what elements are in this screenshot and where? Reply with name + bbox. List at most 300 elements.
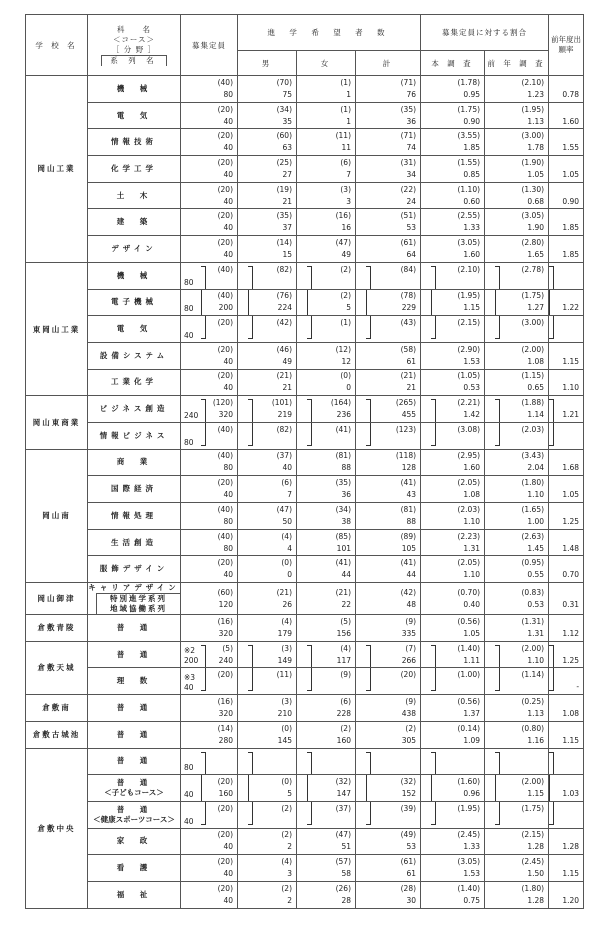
ratio-prev-group-total bbox=[485, 329, 544, 341]
total-paren: (2) bbox=[405, 723, 417, 733]
prev-spacer bbox=[549, 424, 579, 436]
female-value: 101 bbox=[336, 543, 351, 553]
ratio-this-paren: (2.90) bbox=[457, 344, 481, 354]
female-cell bbox=[297, 156, 356, 183]
ratio-this-paren: (2.23) bbox=[457, 531, 481, 541]
sub-capacity bbox=[184, 790, 194, 800]
ratio-prev-paren: (2.00) bbox=[521, 643, 545, 653]
table-row bbox=[26, 262, 584, 289]
capacity-paren: (20) bbox=[217, 777, 233, 787]
ratio-this-cell bbox=[421, 855, 485, 882]
female-group-total bbox=[297, 815, 351, 827]
female-value: 44 bbox=[341, 570, 351, 580]
female-value: 3 bbox=[346, 196, 351, 206]
total-group-total: 152 bbox=[401, 789, 417, 799]
course-label: 理 数 bbox=[116, 676, 152, 686]
ratio-this-group-total bbox=[421, 761, 480, 773]
course-label: 機 械 bbox=[116, 83, 152, 93]
course-name bbox=[88, 503, 181, 530]
male-cell bbox=[238, 801, 297, 828]
prev-spacer bbox=[549, 616, 579, 628]
prev-year-rate bbox=[549, 828, 584, 855]
ratio-this-cell bbox=[421, 668, 485, 695]
prev-year-rate bbox=[549, 449, 584, 476]
female-value: 0 bbox=[346, 383, 351, 393]
prev-spacer bbox=[549, 104, 579, 116]
capacity-value: 80 bbox=[223, 516, 233, 526]
male-paren: (14) bbox=[276, 237, 292, 247]
course-label: キャリアデザイン bbox=[88, 583, 180, 593]
header-course-line: 科 名 bbox=[117, 24, 151, 34]
ratio-this-value: 1.60 bbox=[463, 249, 481, 259]
capacity-paren: (40) bbox=[217, 531, 233, 541]
prev-year-rate bbox=[549, 369, 584, 396]
prev-year-rate-value: 1.21 bbox=[562, 410, 580, 420]
course-label: 普 通 bbox=[116, 804, 152, 814]
course-name bbox=[88, 529, 181, 556]
male-paren: (34) bbox=[276, 104, 292, 114]
ratio-this-cell bbox=[421, 156, 485, 183]
ratio-prev-paren: (3.05) bbox=[521, 211, 545, 221]
prev-year-rate-value: 1.15 bbox=[562, 356, 580, 366]
male-paren: (82) bbox=[276, 424, 292, 434]
course-label: 機 械 bbox=[116, 270, 152, 280]
course-name bbox=[88, 748, 181, 775]
male-cell bbox=[238, 503, 297, 530]
course-name bbox=[88, 775, 181, 802]
male-value: 35 bbox=[282, 116, 292, 126]
total-value: 48 bbox=[406, 599, 417, 609]
prev-year-rate bbox=[549, 156, 584, 183]
male-group-total bbox=[238, 436, 292, 448]
sub-capacity bbox=[184, 673, 195, 693]
prev-year-rate-value: 0.70 bbox=[562, 570, 580, 580]
course-name bbox=[88, 668, 181, 695]
ratio-prev-cell bbox=[485, 102, 549, 129]
ratio-prev-group-total bbox=[485, 761, 544, 773]
course-name bbox=[88, 182, 181, 209]
female-value: 51 bbox=[341, 842, 351, 852]
ratio-this-value: 1.33 bbox=[463, 223, 481, 233]
male-cell bbox=[238, 721, 297, 748]
header-ratio: 募集定員に対する割合 bbox=[421, 15, 549, 51]
ratio-prev-value: 1.23 bbox=[527, 89, 545, 99]
ratio-prev-paren: (2.45) bbox=[521, 857, 545, 867]
course-name bbox=[88, 855, 181, 882]
capacity-cell bbox=[181, 529, 238, 556]
male-paren: (37) bbox=[276, 451, 292, 461]
male-paren: (70) bbox=[276, 77, 292, 87]
series-box bbox=[96, 593, 180, 614]
male-cell bbox=[238, 129, 297, 156]
header-female: 女 bbox=[297, 51, 356, 76]
series-name: 特別進学系列 bbox=[110, 594, 167, 604]
prev-spacer bbox=[549, 130, 579, 142]
capacity-cell bbox=[181, 76, 238, 103]
table-row bbox=[26, 316, 584, 343]
ratio-prev-value: 0.55 bbox=[527, 570, 545, 580]
table-row bbox=[26, 855, 584, 882]
ratio-prev-value: 2.04 bbox=[527, 463, 545, 473]
ratio-prev-cell bbox=[485, 855, 549, 882]
total-value: 64 bbox=[406, 249, 417, 259]
ratio-this-group-total: 1.11 bbox=[463, 655, 481, 665]
ratio-prev-value: 0.53 bbox=[527, 599, 545, 609]
female-cell bbox=[297, 209, 356, 236]
ratio-this-paren: (2.03) bbox=[457, 504, 481, 514]
ratio-this-paren: (1.40) bbox=[457, 883, 481, 893]
prev-year-rate bbox=[549, 775, 584, 802]
prev-spacer bbox=[549, 450, 579, 462]
prev-year-rate bbox=[549, 182, 584, 209]
course-name bbox=[88, 556, 181, 583]
female-cell bbox=[297, 855, 356, 882]
total-cell bbox=[356, 76, 421, 103]
male-value: 2 bbox=[287, 895, 292, 905]
prev-year-rate-value: 1.03 bbox=[562, 789, 580, 799]
capacity-paren bbox=[181, 749, 233, 761]
total-paren: (32) bbox=[400, 777, 417, 787]
ratio-prev-paren: (3.00) bbox=[521, 131, 545, 141]
total-cell bbox=[356, 289, 421, 316]
total-paren: (9) bbox=[405, 616, 417, 626]
prev-year-rate bbox=[549, 396, 584, 423]
ratio-this-value: 1.31 bbox=[463, 543, 481, 553]
table-row bbox=[26, 182, 584, 209]
female-paren: (21) bbox=[335, 587, 351, 597]
header-series-name: 系 列 名 bbox=[101, 55, 166, 66]
total-paren: (118) bbox=[395, 451, 417, 461]
course-label: 建 築 bbox=[116, 217, 152, 227]
total-cell bbox=[356, 556, 421, 583]
female-cell bbox=[297, 615, 356, 642]
female-paren: (16) bbox=[335, 211, 351, 221]
female-cell bbox=[297, 503, 356, 530]
ratio-this-cell bbox=[421, 209, 485, 236]
capacity-cell bbox=[181, 668, 238, 695]
sub-capacity-value: 40 bbox=[184, 789, 194, 799]
capacity-cell bbox=[181, 583, 238, 615]
prev-year-rate bbox=[549, 556, 584, 583]
male-cell bbox=[238, 342, 297, 369]
prev-year-rate-value: 1.15 bbox=[562, 869, 580, 879]
male-cell bbox=[238, 775, 297, 802]
female-paren: (41) bbox=[335, 424, 351, 434]
capacity-cell bbox=[181, 476, 238, 503]
capacity-value: 40 bbox=[223, 895, 233, 905]
capacity-value: 80 bbox=[223, 463, 233, 473]
ratio-prev-cell bbox=[485, 556, 549, 583]
table-row bbox=[26, 881, 584, 908]
course-label: 土 木 bbox=[116, 190, 152, 200]
course-name bbox=[88, 289, 181, 316]
capacity-cell bbox=[181, 342, 238, 369]
total-cell bbox=[356, 342, 421, 369]
ratio-prev-cell bbox=[485, 668, 549, 695]
course-label: 生活創造 bbox=[111, 537, 157, 547]
female-value: 88 bbox=[341, 463, 351, 473]
sub-capacity-value: 80 bbox=[184, 437, 194, 447]
table-row bbox=[26, 102, 584, 129]
ratio-this-cell bbox=[421, 236, 485, 263]
table-row bbox=[26, 556, 584, 583]
total-value: 24 bbox=[406, 196, 417, 206]
prev-year-rate bbox=[549, 721, 584, 748]
prev-spacer bbox=[549, 290, 579, 302]
female-cell bbox=[297, 476, 356, 503]
prev-year-rate-value: 1.22 bbox=[562, 303, 580, 313]
ratio-prev-group-total: 1.27 bbox=[527, 303, 545, 313]
prev-spacer bbox=[549, 397, 579, 409]
total-paren: (7) bbox=[405, 643, 417, 653]
male-cell bbox=[238, 76, 297, 103]
total-paren: (51) bbox=[400, 211, 417, 221]
course-label: 国際経済 bbox=[111, 484, 157, 494]
capacity-cell bbox=[181, 881, 238, 908]
capacity-group-total: 320 bbox=[218, 410, 233, 420]
male-value: 40 bbox=[282, 463, 292, 473]
female-cell bbox=[297, 129, 356, 156]
female-paren: (164) bbox=[330, 398, 351, 408]
capacity-paren: (40) bbox=[217, 424, 233, 434]
capacity-cell bbox=[181, 369, 238, 396]
ratio-this-cell bbox=[421, 801, 485, 828]
ratio-this-paren: (1.75) bbox=[457, 104, 481, 114]
capacity-group-total: 240 bbox=[218, 655, 233, 665]
table-row bbox=[26, 748, 584, 775]
prev-year-rate-value: 1.48 bbox=[562, 543, 580, 553]
female-paren: (12) bbox=[335, 344, 351, 354]
prev-spacer bbox=[549, 643, 579, 655]
female-paren: (0) bbox=[340, 371, 351, 381]
female-cell bbox=[297, 102, 356, 129]
male-cell bbox=[238, 615, 297, 642]
sub-capacity bbox=[184, 646, 198, 666]
prev-spacer bbox=[549, 587, 579, 599]
male-cell bbox=[238, 262, 297, 289]
male-cell bbox=[238, 695, 297, 722]
female-paren: (5) bbox=[340, 616, 351, 626]
prev-year-rate-value bbox=[549, 436, 579, 448]
prev-year-rate bbox=[549, 801, 584, 828]
male-cell bbox=[238, 156, 297, 183]
total-group-total bbox=[356, 329, 416, 341]
male-paren: (4) bbox=[281, 531, 292, 541]
male-value: 37 bbox=[282, 223, 292, 233]
total-cell bbox=[356, 881, 421, 908]
male-value: 3 bbox=[287, 869, 292, 879]
male-paren: (42) bbox=[276, 318, 292, 328]
ratio-this-paren: (0.56) bbox=[457, 696, 481, 706]
total-value: 53 bbox=[406, 842, 417, 852]
capacity-paren: (20) bbox=[217, 883, 233, 893]
ratio-this-value: 0.53 bbox=[463, 383, 481, 393]
prev-year-rate-value: 0.90 bbox=[562, 196, 580, 206]
female-cell bbox=[297, 668, 356, 695]
ratio-prev-paren: (2.00) bbox=[521, 344, 545, 354]
capacity-cell bbox=[181, 182, 238, 209]
ratio-this-paren: (2.45) bbox=[457, 830, 481, 840]
prev-year-rate bbox=[549, 236, 584, 263]
table-row bbox=[26, 503, 584, 530]
total-value: 30 bbox=[406, 895, 417, 905]
total-paren: (41) bbox=[400, 558, 417, 568]
sub-capacity bbox=[184, 304, 194, 314]
male-paren: (25) bbox=[276, 157, 292, 167]
male-cell bbox=[238, 396, 297, 423]
male-value: 21 bbox=[282, 383, 292, 393]
ratio-this-paren: (2.05) bbox=[457, 558, 481, 568]
female-group-total: 5 bbox=[346, 303, 351, 313]
prev-year-rate bbox=[549, 503, 584, 530]
header-course-line: ［ 分 野 ］ bbox=[111, 44, 157, 54]
prev-spacer bbox=[549, 557, 579, 569]
prev-spacer bbox=[549, 803, 579, 815]
male-paren bbox=[238, 749, 292, 761]
male-paren: (6) bbox=[281, 478, 292, 488]
course-label: 普 通 bbox=[116, 778, 152, 788]
course-label: 設備システム bbox=[99, 350, 169, 360]
ratio-this-paren: (1.60) bbox=[457, 777, 481, 787]
total-value: 53 bbox=[406, 223, 417, 233]
total-paren: (78) bbox=[400, 291, 417, 301]
ratio-prev-cell bbox=[485, 641, 549, 668]
female-paren: (26) bbox=[335, 883, 351, 893]
prev-year-rate-value bbox=[549, 329, 579, 341]
prev-spacer bbox=[549, 157, 579, 169]
table-row bbox=[26, 721, 584, 748]
prev-year-rate-value: 1.10 bbox=[562, 383, 580, 393]
ratio-prev-paren: (1.31) bbox=[521, 616, 545, 626]
prev-spacer bbox=[549, 77, 579, 89]
total-paren: (71) bbox=[400, 131, 417, 141]
ratio-prev-paren: (1.90) bbox=[521, 157, 545, 167]
school-name: 岡山南 bbox=[26, 449, 88, 582]
total-value: 438 bbox=[401, 708, 417, 718]
prev-year-rate-value: 1.25 bbox=[562, 516, 580, 526]
ratio-prev-paren: (2.80) bbox=[521, 237, 545, 247]
ratio-this-paren: (1.95) bbox=[457, 291, 481, 301]
female-cell bbox=[297, 881, 356, 908]
male-group-total: 149 bbox=[277, 655, 292, 665]
table-row bbox=[26, 615, 584, 642]
capacity-note: ※2 bbox=[184, 646, 196, 656]
total-paren: (28) bbox=[400, 883, 417, 893]
female-paren: (2) bbox=[340, 291, 351, 301]
ratio-prev-value: 0.68 bbox=[527, 196, 545, 206]
total-paren: (265) bbox=[395, 398, 417, 408]
ratio-prev-value: 1.28 bbox=[527, 842, 545, 852]
ratio-this-cell bbox=[421, 748, 485, 775]
ratio-this-paren: (3.05) bbox=[457, 857, 481, 867]
prev-year-rate bbox=[549, 583, 584, 615]
course-name bbox=[88, 236, 181, 263]
female-paren bbox=[297, 749, 351, 761]
female-paren: (4) bbox=[340, 643, 351, 653]
capacity-value: 40 bbox=[223, 169, 233, 179]
school-name: 倉敷南 bbox=[26, 695, 88, 722]
capacity-cell bbox=[181, 422, 238, 449]
ratio-this-paren: (2.10) bbox=[457, 264, 481, 274]
total-cell bbox=[356, 316, 421, 343]
ratio-this-value: 0.90 bbox=[463, 116, 481, 126]
ratio-this-cell bbox=[421, 721, 485, 748]
total-cell bbox=[356, 262, 421, 289]
capacity-cell bbox=[181, 289, 238, 316]
ratio-this-cell bbox=[421, 369, 485, 396]
table-row bbox=[26, 828, 584, 855]
ratio-prev-cell bbox=[485, 289, 549, 316]
table-row bbox=[26, 775, 584, 802]
total-value: 74 bbox=[406, 143, 417, 153]
prev-year-rate-value: 1.85 bbox=[562, 249, 580, 259]
female-value: 58 bbox=[341, 869, 351, 879]
capacity-paren: (40) bbox=[217, 504, 233, 514]
course-label: ビジネス創造 bbox=[99, 404, 169, 414]
ratio-this-group-total bbox=[421, 276, 480, 288]
table-row bbox=[26, 342, 584, 369]
capacity-paren: (14) bbox=[217, 723, 233, 733]
capacity-cell bbox=[181, 396, 238, 423]
male-value: 4 bbox=[287, 543, 292, 553]
female-paren: (3) bbox=[340, 184, 351, 194]
course-name bbox=[88, 369, 181, 396]
ratio-this-value: 1.37 bbox=[463, 708, 481, 718]
capacity-paren: (20) bbox=[217, 670, 233, 680]
total-value: 335 bbox=[401, 628, 417, 638]
prev-year-rate-value: 1.20 bbox=[562, 895, 580, 905]
table-row bbox=[26, 449, 584, 476]
course-label: 情報処理 bbox=[111, 510, 157, 520]
applicant-table bbox=[25, 14, 584, 909]
course-name bbox=[88, 76, 181, 103]
female-cell bbox=[297, 396, 356, 423]
male-value: 7 bbox=[287, 490, 292, 500]
male-group-total: 219 bbox=[277, 410, 292, 420]
total-paren: (71) bbox=[400, 77, 417, 87]
female-cell bbox=[297, 721, 356, 748]
capacity-paren: (20) bbox=[217, 131, 233, 141]
total-paren: (123) bbox=[395, 424, 417, 434]
total-value: 44 bbox=[406, 570, 417, 580]
school-name: 東岡山工業 bbox=[26, 262, 88, 395]
ratio-prev-cell bbox=[485, 236, 549, 263]
female-paren: (6) bbox=[340, 157, 351, 167]
table-row bbox=[26, 695, 584, 722]
male-paren: (0) bbox=[281, 723, 292, 733]
male-paren: (19) bbox=[276, 184, 292, 194]
ratio-this-paren: (2.95) bbox=[457, 451, 481, 461]
ratio-this-cell bbox=[421, 556, 485, 583]
ratio-prev-cell bbox=[485, 583, 549, 615]
male-paren: (2) bbox=[281, 803, 292, 813]
male-group-total bbox=[238, 276, 292, 288]
ratio-prev-paren: (1.65) bbox=[521, 504, 545, 514]
total-cell bbox=[356, 615, 421, 642]
capacity-value: 40 bbox=[223, 383, 233, 393]
ratio-this-paren: (2.15) bbox=[457, 318, 481, 328]
total-cell bbox=[356, 156, 421, 183]
prev-spacer bbox=[549, 370, 579, 382]
total-cell bbox=[356, 209, 421, 236]
female-paren: (35) bbox=[335, 478, 351, 488]
ratio-this-cell bbox=[421, 102, 485, 129]
capacity-cell bbox=[181, 156, 238, 183]
female-value: 49 bbox=[341, 249, 351, 259]
total-cell bbox=[356, 449, 421, 476]
female-value: 160 bbox=[336, 735, 351, 745]
ratio-prev-cell bbox=[485, 422, 549, 449]
